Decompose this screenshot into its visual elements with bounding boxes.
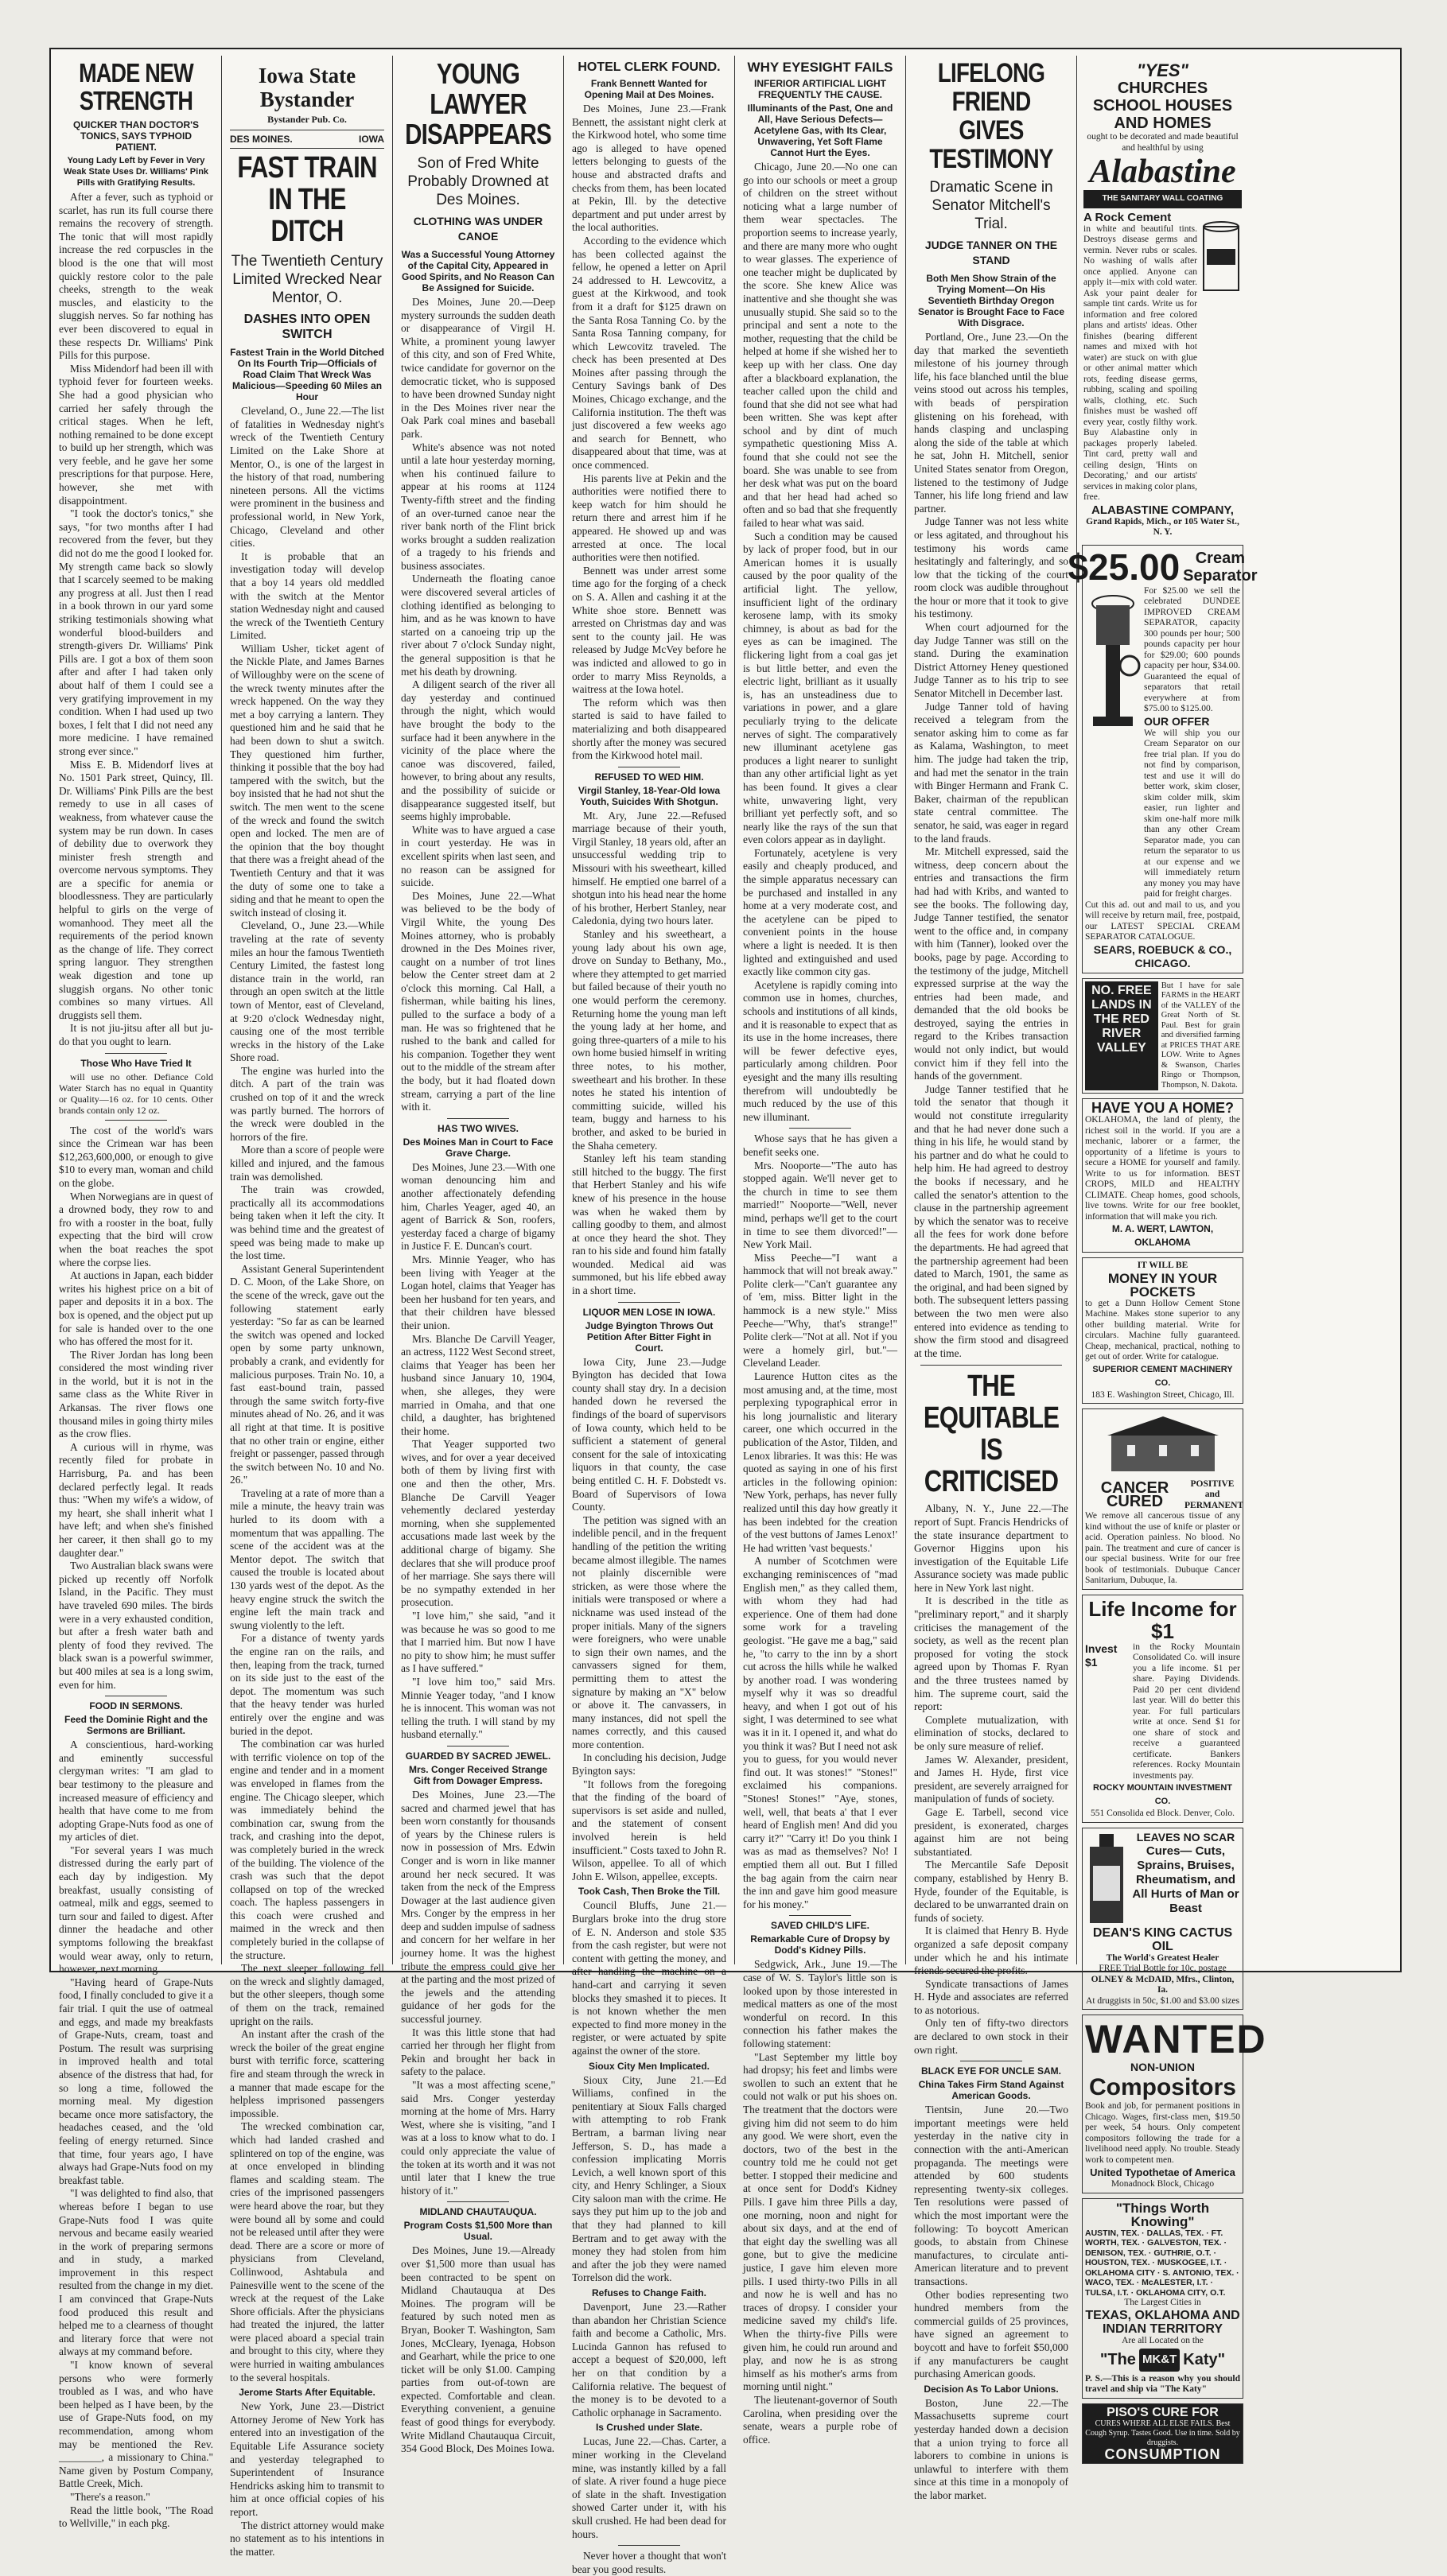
headline-refuses-faith: Refuses to Change Faith. — [591, 2287, 707, 2299]
paragraph: Mrs. Nooporte—"The auto has stopped again. We'll never get to the church in time to see them married!" Nooporte—"Well, never mind, perhaps we'll get to the court in time to see them divorced!"—New York Mail. — [743, 1159, 897, 1251]
paragraph: Stanley left his team standing still hitched to the buggy. The first that Herbert Stanley and his wife knew of his presence in the house was when he waked them by calling goodby to them, and almost at once they heard the shot. They ran to his side and found him fatally wounded. Medical aid was summoned, but his life ebbed away in a short time. — [572, 1152, 726, 1297]
deck: Son of Fred White Probably Drowned at Des Moines. — [407, 155, 549, 208]
paragraph: Miss Midendorf had been ill with typhoid fever for fourteen weeks. She had a good physician who carried her safely through the critical stages. When he left, nothing remained to be done except to build up her strength, which was very feeble, and he gave her some prescriptions for that purpose. Here, however, she met with disappointment. — [59, 362, 213, 507]
headline-young-lawyer: YOUNG LAWYER DISAPPEARS — [405, 57, 551, 150]
ad-line: AND HOMES — [1114, 115, 1212, 132]
subdeck: Program Costs $1,500 More than Usual. — [403, 2220, 553, 2243]
headline-lifelong-friend: LIFELONG FRIEND GIVES TESTIMONY — [929, 58, 1053, 174]
paragraph: Des Moines, June 20.—Deep mystery surrounds the sudden death or disappearance of Virgil H. White, a prominent young lawyer of this city, and son of Fred White, twice candidate for governor on the democratic ticket, who is supposed to have been drowned Sunday night in the Des Moines river near the Oak Park coal mines and baseball park. — [401, 296, 555, 440]
paragraph: "I love him too," said Mrs. Minnie Yeager today, "and I know he is innocent. This woman was not telling the truth. I will stand by my husband eternally." — [401, 1675, 555, 1741]
paragraph: The engine was hurled into the ditch. A part of the train was crushed on top of it and the wreck was partly burned. The horrors of the wreck were doubled in the horrors of the fire. — [230, 1064, 384, 1143]
ad-text-starch: will use no other. Defiance Cold Water Starch has no equal in Quantity or Quality—16 oz. for 10 cents. Other brands contain only 12 oz. — [59, 1070, 213, 1116]
paragraph: Whose says that he has given a benefit seeks one. — [743, 1133, 897, 1158]
ad-title: HAVE YOU A HOME? — [1091, 1100, 1234, 1117]
ad-body: For $25.00 we sell the celebrated DUNDEE IMPROVED CREAM SEPARATOR, capacity 300 pounds per hour; 500 pounds capacity per hour for $29.00; 600 pounds capacity per hour, $34.00. Guaranteed the equal of separators that retail everywhere at from $75.00 to $125.00. — [1144, 585, 1240, 714]
ad-body: to get a Dunn Hollow Cement Stone Machine. Makes stone superior to any other building material. Write for circulars. Machine fully guaranteed. Cheap, mechanical, practical, nothing to get out of order. Write for catalogue. — [1085, 1298, 1240, 1362]
ad-address: 183 E. Washington Street, Chicago, Ill. — [1091, 1389, 1235, 1400]
ad-tagline: THE SANITARY WALL COATING — [1083, 190, 1242, 208]
ad-title-starch: Those Who Have Tried It — [80, 1057, 192, 1069]
subdeck: Judge Byington Throws Out Petition After Bitter Fight in Court. — [585, 1319, 714, 1354]
ad-address: Monadnock Block, Chicago — [1111, 2179, 1215, 2189]
paragraph: "I know known of several persons who were formerly troubled as I was, and who have been helped as I have been, by the use of Grape-Nuts food, on my recommendation, among whom may be mentioned the Rev. ________, a missionary to China." Name given by Postum Company, Battle Creek, Mich. — [59, 2359, 213, 2490]
paragraph: The lieutenant-governor of South Carolina, when presiding over the senate, wears a purple robe of office. — [743, 2393, 897, 2446]
ad-company: M. A. WERT, LAWTON, OKLAHOMA — [1111, 1223, 1214, 1249]
subdeck: Frank Bennett Wanted for Opening Mail at Des Moines. — [584, 78, 714, 100]
paragraph: New York, June 23.—District Attorney Jerome of New York has entered into an investigation of the Equitable Life Assurance society and yesterday telegraphed to Superintendent of Insurance Hendricks asking him to transmit to him at once official copies of his report. — [230, 2400, 384, 2518]
mkt-logo-icon: MK&T — [1139, 2349, 1180, 2372]
ad-right: But I have for sale FARMS in the HEART of the VALLEY of the Great North of St. Paul. Best for grain and diversified farming at PRICES THAT ARE LOW. Write to Agnes & Swanson, Charles Ringo or Thompson, Thompson, N. Dakota. — [1161, 981, 1240, 1090]
deck: QUICKER THAN DOCTOR'S TONICS, SAYS TYPHOID PATIENT. — [73, 119, 199, 153]
ad-pisos-cure — [1082, 2403, 1243, 2464]
headline-labor-unions: Decision As To Labor Unions. — [924, 2383, 1059, 2395]
headline-refused-to-wed: REFUSED TO WED HIM. — [594, 771, 704, 783]
masthead-city: DES MOINES. — [230, 133, 293, 145]
ad-company: ALABASTINE COMPANY, — [1091, 503, 1234, 517]
ad-left: Invest $1 — [1085, 1642, 1118, 1669]
paragraph: The combination car was hurled with terrific violence on top of the engine and tender and in a moment was enveloped in flames from the engine. The Chicago sleeper, which was immediately behind the combination car, swung from the track, and crashing into the depot, was completely buried in the wreck of the building. The violence of the crash was such that the depot collapsed on top of the wrecked coach. The hapless passengers in this coach were crushed and maimed in the wreck and then completely buried in the collapse of the structure. — [230, 1738, 384, 1961]
ad-title: CANCER CURED — [1100, 1478, 1169, 1510]
column-4 — [564, 56, 735, 2575]
divider — [789, 1915, 851, 1916]
paragraph: Only ten of fifty-two directors are declared to own stock in their own right. — [914, 2017, 1068, 2056]
paragraph: "Having heard of Grape-Nuts food, I finally concluded to give it a fair trial. I quit the use of oatmeal and eggs, and made my breakfasts of Grape-Nuts, cream, toast and Postum. The result was surprising in improved health and total absence of the distress that had, for so long a time, followed the morning meal. My digestion became once more satisfactory, the headaches ceased, and the 'old feeling of energy returned. Since that time, four years ago, I have always had Grape-Nuts food on my breakfast table. — [59, 1976, 213, 2186]
headline-fast-train: FAST TRAIN IN THE DITCH — [237, 151, 377, 249]
ad-bottom: CONSUMPTION — [1104, 2446, 1221, 2462]
paragraph: Council Bluffs, June 21.—Burglars broke into the drug store of E. N. Anderson and stole $35 from the cash register, but were not content with getting the money, and after handling the machine on a hand-cart and carrying it seven blocks they smashed it to pieces. It is not known whether the men expected to find more money in the register, or were actuated by spite against the owner of the store. — [572, 1899, 726, 2057]
headline-equitable: Jerome Starts After Equitable. — [239, 2387, 375, 2399]
divider — [618, 1302, 680, 1303]
paragraph: Chicago, June 20.—No one can go into our schools or meet a group of children on the street without noticing what a large number of them wear spectacles. The proportion seems to increase yearly, and there are many more who ought to wear glasses. The experience of one teacher might be duplicated by the score. She knew Alice was inattentive and she thought she was unusually stupid. She said so to the principal and sent a note to the mother, requesting that the child be helped at home if she wished her to keep up with her class. One day after a blackboard explanation, the teacher called upon the child and found that she did not see what had been written. She was kept after school and by dint of much sympathetic questioning Miss A. found that she could not see the board. She was unable to see from her desk what was put on the board and that her head had ached so often and so bad that she frequently failed to hear what was said. — [743, 161, 897, 530]
paragraph: White's absence was not noted until a late hour yesterday morning, when his continued failure to appear at his rooms at 1124 Twenty-fifth street and the finding of an over-turned canoe near the river bank north of the Flint brick works brought a sudden realization of a tragedy to his friends and business associates. — [401, 441, 555, 572]
paragraph: Des Moines, June 23.—With one woman denouncing him and another affectionately defending him, Charles Yeager, aged 40, an agent of Barrick & Son, roofers, yesterday faced a charge of bigamy in Justice F. E. Duncan's court. — [401, 1160, 555, 1253]
ad-title: MONEY IN YOUR POCKETS — [1107, 1270, 1218, 1300]
ad-title: WANTED — [1085, 2017, 1267, 2062]
ad-body: OKLAHOMA, the land of plenty, the richest soil in the world. If you are a mechanic, laborer or a farmer, the opportunity of a lifetime is yours to secure a HOME for yourself and family. Write to us for information. BEST CROPS, MILD and HEALTHY CLIMATE. Cheap homes, good schools, live towns. Write for our free booklet, information that will make you rich. — [1085, 1115, 1240, 1222]
ad-right: POSITIVE and PERMANENT — [1184, 1478, 1244, 1510]
paragraph: "There's a reason." — [70, 2490, 150, 2503]
ad-body: Book and job, for permanent positions in Chicago. Wages, first-class men, $19.50 per week, 54 hours. Only competent compositors following the trade for a livelihood need apply. No trouble. Steady work to competent men. — [1085, 2101, 1240, 2165]
subdeck: Was a Successful Young Attorney of the Capital City, Appeared in Good Spirits, and No Reason Can Be Assigned for Suicide. — [401, 249, 555, 293]
ad-alabastine — [1082, 60, 1243, 540]
subdeck: Fastest Train in the World Ditched On Its Fourth Trip—Officials of Road Claim That Wreck Was Malicious—Speeding 60 Miles an Hour — [230, 347, 384, 403]
ad-left: NO. FREE LANDS IN THE RED RIVER VALLEY — [1085, 981, 1158, 1091]
paragraph: Cleveland, O., June 22.—The list of fatalities in Wednesday night's wreck of the Twentieth Century Limited on the Lake Shore at Mentor, O., is one of the largest in the history of that road, numbering nineteen persons. All the victims were prominent in the business and professional world, in New York, Chicago, Cleveland and other cities. — [230, 405, 384, 550]
paragraph: "It follows from the foregoing that the finding of the board of supervisors is set aside and nulled, and the statement of consent involved herein is held insufficient." Costs taxed to John R. Wilson, appellee. To all of which John E. Wilson, appellee, excepts. — [572, 1778, 726, 1882]
paragraph: The train was crowded, practically all its accommodations being taken when it left the city. It was behind time and the greatest of speed was being made to make up the lost time. — [230, 1183, 384, 1262]
ad-lead: A Rock Cement — [1083, 210, 1172, 224]
ad-cut: Cut this ad. out and mail to us, and you will receive by return mail, free, postpaid, our LATEST SPECIAL CREAM SEPARATOR CATALOGUE. — [1085, 899, 1240, 942]
paragraph: Other bodies representing two hundred members from the commercial guilds of 25 provinces, have signed an agreement to boycott and have to forfeit $50,000 if any manufacturers be caught purchasing American goods. — [914, 2288, 1068, 2380]
paragraph: That Yeager supported two wives, and for over a year deceived both of them by living first with one and then the other, Mrs. Blanche De Carvill Yeager vehemently declared yesterday morning, when she supplemented accusations made last week by the additional charge of bigamy. She declares that she will produce proof of her marriage. She says there will be no sympathy extended in her prosecution. — [401, 1438, 555, 1609]
headline-equitable-criticised: THE EQUITABLE IS CRITICISED — [923, 1370, 1060, 1499]
headline-saved-child: SAVED CHILD'S LIFE. — [771, 1920, 869, 1932]
paragraph: Miss Peeche—"I want a hammock that will not break away." Polite clerk—"Can't guarantee any of 'em, miss. Bitter light in the hammock is a new style." Miss Peeche—"Why, that's strange!" Polite clerk—"Not at all. Not if you were a homely girl, but."—Cleveland Leader. — [743, 1251, 897, 1370]
paragraph: It was this little stone that had carried her through her flight from Pekin and brought her back in safety to the palace. — [401, 2026, 555, 2078]
subdeck: Virgil Stanley, 18-Year-Old Iowa Youth, Suicides With Shotgun. — [578, 784, 721, 807]
column-1 — [51, 56, 222, 2530]
column-3 — [393, 56, 564, 2455]
paragraph: Judge Tanner was not less white or less agitated, and throughout his testimony his words came hesitatingly and falteringly, and so low that the ticking of the court room clock was audible throughout the hour or more that it took to give his testimony. — [914, 515, 1068, 620]
paragraph: It is probable that an investigation today will develop that a boy 14 years old meddled with the switch at the Mentor station Wednesday night and caused the wreck of the Twentieth Century Limited. — [230, 550, 384, 642]
paragraph: More than a score of people were killed and injured, and the famous train was demolished. — [230, 1144, 384, 1183]
paragraph: The Mercantile Safe Deposit company, established by Henry B. Hyde, founder of the Equitable, is declared to be unwarranted drain on funds of society. — [914, 1859, 1068, 1924]
paragraph: After a fever, such as typhoid or scarlet, has run its full course there remains the recovery of strength. The tonic that will most rapidly increase the red corpuscles in the blood is the one that will most quickly restore color to the pale cheeks, strength to the weak muscles, and elasticity to the sluggish nerves. So far nothing has ever been discovered to equal in these respects Dr. Williams' Pink Pills for this purpose. — [59, 191, 213, 362]
paragraph: Bennett was under arrest some time ago for the forging of a check on S. A. Allen and cashing it at the White shoe store. Bennett was arrested on Christmas day and was sent to the county jail. He was released by Judge McVey before he was indicted and allowed to go in order to marry Miss Reynolds, a waitress at the Iowa hotel. — [572, 564, 726, 696]
ad-tag: The World's Greatest Healer — [1106, 1952, 1219, 1963]
ad-brand: Alabastine — [1089, 153, 1236, 190]
ad-ps: P. S.—This is a reason why you should travel and ship via "The Katy" — [1085, 2373, 1240, 2395]
deck: The Twentieth Century Limited Wrecked Near Mentor, O. — [231, 253, 383, 307]
headline-liquor-men: LIQUOR MEN LOSE IN IOWA. — [582, 1306, 716, 1318]
paragraph: The wrecked combination car, which had landed crashed and splintered on top of the engine, was at once enveloped in blinding flames and scalding steam. The cries of the imprisoned passengers were heard above the roar, but they were bound all by some and could not be released until after they were dead. There are a score or more of physicians from Cleveland, Collinwood, Ashtabula and Painesville went to the scene of the wreck at the request of the Lake Shore officials. After the physicians had treated the injured, the latter were placed aboard a special train and brought to this city, where they were hurried in waiting ambulances to the several hospitals. — [230, 2120, 384, 2384]
ad-sub: NON-UNION — [1130, 2061, 1195, 2074]
ad-line: SCHOOL HOUSES — [1092, 97, 1233, 115]
ad-pre: IT WILL BE — [1137, 1261, 1188, 1271]
ad-cities: AUSTIN, TEX. · DALLAS, TEX. · FT. WORTH, TEX. · GALVESTON, TEX. · DENISON, TEX. · GUTHRIE, O.T. · HOUSTON, TEX. · MUSKOGEE, I.T. · OKLAHOMA CITY · S. ANTONIO, TEX. · WACO, TEX. · McALESTER, I.T. · TULSA, I.T. · OKLAHOMA CITY, O.T. — [1085, 2228, 1239, 2298]
paragraph: "I was delighted to find also, that whereas before I began to use Grape-Nuts food I was quite nervous and became easily wearied in the work of preparing sermons and in study, a marked improvement in this respect resulted from the change in my diet. I am convinced that Grape-Nuts food produced this result and helped me to a clearness of thought and literary force that were not always at my command before. — [59, 2187, 213, 2358]
masthead-title: Iowa State Bystander — [258, 64, 356, 111]
subdeck: Illuminants of the Past, One and All, Have Serious Defects—Acetylene Gas, with Its Clear, Unwavering, Yet Soft Flame Cannot Hurt the Eyes. — [747, 103, 893, 158]
paragraph: Cleveland, O., June 23.—While traveling at the rate of seventy miles an hour the famous Twentieth Century Limited, the fastest long distance train in the world, ran through an open switch at the little town of Mentor, east of Cleveland, at 9:20 o'clock Wednesday night, causing one of the most terrible wrecks in the history of the Lake Shore road. — [230, 919, 384, 1064]
ad-company: OLNEY & McDAID, Mfrs., Clinton, Ia. — [1091, 1974, 1235, 1995]
paragraph: "For several years I was much distressed during the early part of each day by indigestion. My breakfast, usually consisting of oatmeal, milk and eggs, seemed to turn sour and failed to digest. After dinner the headache and other symptoms following the breakfast would wear away, only to return, however, next morning. — [59, 1844, 213, 1976]
column-2 — [222, 56, 393, 2558]
paragraph: A conscientious, hard-working and eminently successful clergyman writes: "I am glad to bear testimony to the pleasure and increased measure of efficiency and health that have come to me from adopting Grape-Nuts food as one of my articles of diet. — [59, 1739, 213, 1844]
divider — [105, 1053, 167, 1054]
paragraph: Judge Tanner testified that he told the senator that though it would not constitute irregularity and that he had never done such a thing in his life, he would stand by his partner and do what he could to help him. He had agreed to destroy the books if necessary, and he called the senator's attention to the clause in the partnership agreement by which the senator was to receive all the fees for work done before the departments. He had agreed that the partnership agreement had been dated to March, 1901, the same as the original, and had been signed by both. The subsequent letters passing between the two men were also entered into evidence as tending to show the firm stood and disagreed at the time. — [914, 1082, 1068, 1359]
paragraph: Never hover a thought that won't bear you good results. — [572, 2550, 726, 2575]
ad-brand: DEAN'S KING CACTUS OIL — [1092, 1925, 1233, 1953]
masthead-dateline — [230, 130, 384, 150]
headline-midland-chautauqua: MIDLAND CHAUTAUQUA. — [419, 2206, 537, 2218]
paragraph: It is not jiu-jitsu after all but ju-do that you ought to learn. — [59, 1022, 213, 1047]
ad-body: in the Rocky Mountain Consolidated Co. will insure you a life income. $1 per share. Paying Dividends. Paid 20 per cent dividend last year. Will do better this year. For full particulars write at once. Send $1 for one share of stock and receive a guaranteed certificate. Bankers references. Rocky Mountain investments pay. — [1133, 1642, 1240, 1781]
paragraph: Assistant General Superintendent D. C. Moon, of the Lake Shore, on the scene of the wreck, gave out the following statement early yesterday: "So far as can be learned the switch was opened and locked open by some party unknown, probably a crank, and evidently for malicious purposes. Train No. 10, a fast east-bound train, passed through the same switch forty-five minutes ahead of No. 26, and it was all right at that time. It is positive that no other train or engine, either freight or passenger, passed through the switch between No. 10 and No. 26." — [230, 1262, 384, 1486]
paragraph: The River Jordan has long been considered the most winding river in the world, but it is not in the same class as the White River in Arkansas. The river flows one thousand miles in going thirty miles as the crow flies. — [59, 1348, 213, 1440]
paragraph: The petition was signed with an indelible pencil, and in the frequent handling of the petition the writing became almost illegible. The names not plainly discernible were stricken, as were those where the initials were transposed or where a nickname was used instead of the proper initials. Many of the signers were foreigners, who were unable to sign their own names, and the canvassers signed for them, permitting them to attest the signature by making an "X" below or above it. The canvassers, in many instances, did not spell the names correctly, and this caused more contention. — [572, 1513, 726, 1750]
ad-company: SEARS, ROEBUCK & CO., CHICAGO. — [1093, 942, 1232, 969]
paragraph: The next sleeper following fell on the wreck and slightly damaged, but the other sleepers, though some of them on the track, remained upright on the rails. — [230, 1962, 384, 2027]
paragraph: Syndicate transactions of James H. Hyde and associates are referred to as notorious. — [914, 1977, 1068, 2016]
paint-bucket-icon — [1200, 211, 1242, 298]
paragraph: Underneath the floating canoe were discovered several articles of clothing identified as belonging to him, and as he was known to have started on a canoeing trip up the river about 7 o'clock Sunday night, the general supposition is that he met his death by drowning. — [401, 573, 555, 678]
subdeck: Mrs. Conger Received Strange Gift from Dowager Empress. — [408, 1763, 548, 1786]
paragraph: Traveling at a rate of more than a mile a minute, the heavy train was hurled to its doom with a momentum that was appalling. The scene of the accident was at the Mentor depot. The switch that caused the trouble is located about 130 yards west of the depot. As the heavy engine struck the switch the engine left the main track and swung violently to the left. — [230, 1486, 384, 1631]
paragraph: Des Moines, June 19.—Already over $1,500 more than usual has been contracted to be spent on Midland Chautauqua at Des Moines. The program will be featured by such noted men as Bryan, Booker T. Washington, Sam Jones, McCleary, Iyenaga, Hobson and Gearhart, while the price to one ticket will be only $1.00. Camping parties from out-of-town are expected. Comfortable and clean. Everything convenient, a genuine feast of good things for everybody. Write Midland Chautauqua Circuit, 354 Good Block, Des Moines Iowa. — [401, 2244, 555, 2455]
paragraph: Gage E. Tarbell, second vice president, is exonerated, charges against him are not being substantiated. — [914, 1805, 1068, 1858]
paragraph: Complete mutualization, with elimination of stocks, declared to be only sure measure of relief. — [914, 1713, 1068, 1752]
paragraph: A number of Scotchmen were exchanging reminiscences of "mad English men," as they called them, with whom they had had experience. One of them had done some work for a traveling geologist. "He gave me a bag," said he, "to carry to the inn by a short cut across the hills while he walked by another road. I was wondering myself why it was so dreadful heavy, and when I got out of his sight, I was determined to see what was it in it. I opened it, and what do you think it was? But I need not ask you to guess, for you would never find out. It was stones!" "Stones!" exclaimed his companions. "Stones! Stones!" "Aye, stones, well, well, that beats a' that I ever heard of English men! And did you carry it?" "Carry it! Do you think I was as mad as themselves? No! I emptied them all out. But I filled the bag again from the cairn near the inn and gave him good measure for his money." — [743, 1555, 897, 1910]
ad-trial: FREE Trial Bottle for 10c. postage — [1099, 1964, 1227, 1974]
divider — [447, 2201, 509, 2202]
paragraph: "It was a most affecting scene," said Mrs. Conger yesterday morning at the home of Mrs. Harry West, where she is visiting, "and I was at a loss to know what to do. I could only appreciate the value of the token at its worth and it was not until later that I knew the true history of it." — [401, 2079, 555, 2197]
paragraph: For a distance of twenty yards the engine ran on the rails, and then, leaping from the track, turned on its side just to the east of the depot. The momentum was such that the heavy tender was hurled entirely over the engine and was buried in the depot. — [230, 1632, 384, 1737]
paragraph: The district attorney would make no statement as to his intentions in the matter. — [230, 2519, 384, 2558]
deck-caps: DASHES INTO OPEN SWITCH — [243, 313, 371, 342]
paragraph: Acetylene is rapidly coming into common use in homes, churches, schools and institutions of all kinds, and it is reasonable to expect that as its use in the home increases, there will be fewer defective eyes, particularly among children. Poor eyesight and the many ills resulting therefrom will undoubtedly be much reduced by the use of this new illuminant. — [743, 978, 897, 1123]
paragraph: Des Moines, June 23.—The sacred and charmed jewel that has been worn constantly for thousands of years by the Chinese rulers is now in possession of Mrs. Edwin Conger and is worn in like manner around her neck secured. It was taken from the neck of the Empress Dowager at the last audience given Mrs. Conger by the empress in her deep and sudden impulse of sadness and concern for her welfare in her journey home. It was the highest tribute the empress could give her at the parting and the most prized of the jewels and the attending guidance of her gods for the successful journey. — [401, 1788, 555, 2026]
paragraph: Read the little book, "The Road to Wellville," in each pkg. — [59, 2504, 213, 2530]
divider — [789, 1128, 851, 1129]
paragraph: Des Moines, June 22.—What was believed to be the body of Virgil White, the young Des Moines attorney, who is probably drowned in the Des Moines river, caught on a number of trot lines below the Center street dam at 2 o'clock this morning. Cal Hall, a fisherman, while baiting his lines, pulled to the surface a body of a man. He was so frightened that he rushed to the bank and called for his companion. Together they went out to the middle of the stream after the body, but it had floated down stream, carrying a part of the line with it. — [401, 889, 555, 1113]
paragraph: Mrs. Blanche De Carvill Yeager, an actress, 1122 West Second street, claims that Yeager has been her husband since January 10, 1904, when, she alleges, they were married in Omaha, and that one child, a daughter, has brightened their home. — [401, 1332, 555, 1437]
ad-price: $25.00 — [1068, 546, 1181, 588]
ad-money-pockets — [1082, 1257, 1243, 1404]
paragraph: An instant after the crash of the wreck the boiler of the great engine burst with terrific force, scattering fire and steam through the wreck in a manner that made escape for the helpless imprisoned passengers impossible. — [230, 2028, 384, 2119]
ad-list: Cures— Cuts, Sprains, Bruises, Rheumatism, and All Hurts of Man or Beast — [1132, 1844, 1239, 1915]
paragraph: At auctions in Japan, each bidder writes his highest price on a bit of paper and deposits it in a box. The box is opened, and the object put up for sale is handed over to the one who has offered the most for it. — [59, 1269, 213, 1348]
column-7-ads — [1068, 56, 1267, 2462]
sanitarium-building-icon — [1095, 1412, 1231, 1475]
paragraph: Portland, Ore., June 23.—On the day that marked the seventieth milestone of his journey through life, his face blanched until the blue veins stood out across his temples, with beads of perspiration glistening on his forehead, with hands clasping and unclasping along the side of the table at which he sat, John H. Mitchell, senior United States senator from Oregon, listened to the testimony of Judge Tanner, his life long friend and law partner. — [914, 331, 1068, 515]
paragraph: William Usher, ticket agent of the Nickle Plate, and James Barnes of Willoughby were on the scene of the wreck twenty minutes after the wreck happened. On the way they met a boy carrying a lantern. They questioned him and he said that he had been down to shut a switch. They questioned him further, thinking it possible that the boy had tampered with the switch, but the boy insisted that he had not shut the switch. The men went to the scene of the wreck and found the switch open and locked. The men are of the opinion that the boy thought that there was a freight ahead of the Twentieth Century and that it was the duty of some one to take a siding and that he meant to open the switch instead of closing it. — [230, 642, 384, 919]
ad-offer: OUR OFFER — [1144, 714, 1210, 728]
paragraph: It is described in the title as "preliminary report," and it sharply criticises the management of the society, as well as the recent plan proposed for voting the stock agreed upon by Thomas F. Ryan and the three trustees named by him. The supreme court, said the report: — [914, 1595, 1068, 1713]
ad-company: SUPERIOR CEMENT MACHINERY CO. — [1092, 1364, 1233, 1388]
ad-quote: "YES" — [1137, 60, 1188, 80]
ad-red-river — [1082, 978, 1243, 1094]
ad-body: We remove all cancerous tissue of any kind without the use of knife or plaster or acid. Operation painless. No blood. No pain. The treatment and cure of cancer is our special business. Write for our free book of testimonials. Dubuque Cancer Sanitarium, Dubuque, Ia. — [1085, 1511, 1240, 1586]
ad-company: United Typothetae of America — [1090, 2166, 1235, 2179]
ad-body: in white and beautiful tints. Destroys disease germs and vermin. Never rubs or scales. No washing of walls after once applied. Anyone can apply it—mix with cold water. Ask your paint dealer for sample tint cards. Write us for information and free colored plans and artists' ideas. Other finishes (bearing different names and mixed with hot water) are stuck on with glue or other animal matter which rots, feeding disease germs, rubbing, scaling and spoiling walls, clothing, etc. Such finishes must be washed off every year, costly filthy work. Buy Alabastine only in packages properly labeled. Tint card, pretty wall and ceiling design, 'Hints on Decorating,' and our artists' services in making color plans, free. — [1083, 223, 1197, 503]
deck: INFERIOR ARTIFICIAL LIGHT FREQUENTLY THE CAUSE. — [754, 78, 886, 100]
headline-took-cash: Took Cash, Then Broke the Till. — [578, 1886, 721, 1898]
deck-caps: CLOTHING WAS UNDER CANOE — [413, 215, 543, 243]
paragraph: According to the evidence which has been collected against the fellow, he opened a letter on April 24 addressed to H. Lewcovitz, a guest at the Kirkwood, and took from it a draft for $125 drawn on the Santa Rosa Tanning Co. by the Santa Rosa Tanning company, for which Lewcovitz traveled. The check has been presented at Des Moines after passing through the Century Savings bank of Des Moines, Chicago exchange, and the California institution. The theft was just discovered a few weeks ago and search for Bennett, who disappeared about that time, was at once commenced. — [572, 234, 726, 472]
masthead-publisher: Bystander Pub. Co. — [267, 114, 347, 125]
ad-line: The Largest Cities in — [1124, 2298, 1201, 2308]
paragraph: Sioux City, June 21.—Ed Williams, confined in the penitentiary at Sioux Falls charged with attempting to rob Frank Bertram, a barman living near Jefferson, S. D., has made a confession implicating Morris Levich, a well known sport of this city, and Henry Schlinger, a Sioux City saloon man with the crime. He says they put him up to the job and that they had planned to kill Bertram and to get away with the money they had stolen from him and after the job they were named Torrelson did the work. — [572, 2073, 726, 2284]
paragraph: Iowa City, June 23.—Judge Byington has decided that Iowa county shall stay dry. In a decision handed down he reversed the findings of the board of supervisors of Iowa county, which held to be sufficient a statement of general consent for the sale of intoxicating liquors in that county, the case being entitled C. H. F. Dobstedt vs. Board of Supervisors of Iowa County. — [572, 1355, 726, 1513]
divider — [447, 1118, 509, 1119]
column-6 — [906, 56, 1077, 2501]
ad-line: CHURCHES — [1117, 80, 1208, 97]
ad-title: Life Income for $1 — [1088, 1596, 1237, 1643]
paragraph: Fortunately, acetylene is very easily and cheaply produced, and the simple apparatus necessary can be purchased and installed in any home at a very moderate cost, and the acetylene can be piped to convenient points in the house where a light is needed. It is then lighted and extinguished and used exactly like common city gas. — [743, 846, 897, 978]
paragraph: "I love him," she said, "and it was because he was so good to me that I married him. But now I have no pity to show him; he must suffer as I have suffered." — [401, 1610, 555, 1675]
paragraph: When court adjourned for the day Judge Tanner was still on the stand. During the examination District Attorney Heney questioned Judge Tanner as to his trip to see Senator Mitchell in December last. — [914, 621, 1068, 700]
headline-black-eye: BLACK EYE FOR UNCLE SAM. — [920, 2065, 1061, 2077]
subdeck: Remarkable Cure of Dropsy by Dodd's Kidney Pills. — [750, 1933, 890, 1956]
oil-bottle-icon — [1085, 1831, 1128, 1926]
paragraph: In concluding his decision, Judge Byington says: — [572, 1751, 726, 1778]
headline-sacred-jewel: GUARDED BY SACRED JEWEL. — [405, 1750, 551, 1762]
ad-body: CURES WHERE ALL ELSE FAILS. Best Cough Syrup. Tastes Good. Use in time. Sold by druggists. — [1085, 2419, 1240, 2447]
paragraph: Davenport, June 23.—Rather than abandon her Christian Science faith and become a Catholic, Mrs. Lucinda Gannon has refused to accept a bequest of $20,000, left her on that condition by a California relative. The bequest of the money is to be devoted to a Catholic orphanage in Sacramento. — [572, 2301, 726, 2419]
paragraph: "Last September my little boy had dropsy; his feet and limbs were swollen to such an extent that he could not walk or put his shoes on. The treatment that the doctors were giving him did not seem to do him any good. We were short, even the doctors, two of the best in the country told me he could not get better. I stopped their medicine and at once sent for Dodd's Kidney Pills. I gave him three Pills a day, one morning, noon and night for about six days, and at the end of that eight day the swelling was all gone, but to give the medicine justice, I gave him eleven more pills. I used thirty-two Pills in all and now he is well and has no traces of dropsy. I consider your medicine saved my child's life. When the thirty-five Pills were given him, he could run around and play, and now he is as strong himself as his mother's arms from morning until night." — [743, 2050, 897, 2393]
subdeck: Young Lady Left by Fever in Very Weak State Uses Dr. Williams' Pink Pills with Gratifying Results. — [63, 156, 209, 188]
paragraph: The cost of the world's wars since the Crimean war has been $12,263,600,000, or enough to give $10 to every man, woman and child on the globe. — [59, 1124, 213, 1189]
headline-why-eyesight: WHY EYESIGHT FAILS — [747, 60, 893, 75]
ad-title: PISO'S CURE FOR — [1107, 2405, 1219, 2419]
ad-address: Grand Rapids, Mich., or 105 Water St., N. Y. — [1086, 516, 1239, 538]
ad-the: "The — [1099, 2350, 1136, 2368]
paragraph: Mr. Mitchell expressed, said the witness, deep concern about the entries and transactions the firm had had with Kribs, and wanted to see the books. The following day, Judge Tanner testified, the senator went to the office and, in company with him (Tanner), looked over the books, page by page. According to the testimony of the judge, Mitchell expressed surprise at the way the entries had been made, and demanded that the old books be destroyed, saying the entries in regard to the Kribes transaction would not only indict, but would convict him if they fell into the hands of the government. — [914, 845, 1068, 1082]
paragraph: Such a condition may be caused by lack of proper food, but in our American homes it is usually caused by the poor quality of the artificial light. The yellow, insufficient light of the ordinary kerosene lamp, with its smoky chimney, is about as bad for the eyes as can be imagined. The flickering light from a coal gas jet is but little better, and even the electric light, brilliant as it usually is, has an unsteadiness due to variations in power, and a glare peculiarly trying to the delicate nerves of sight. The comparatively new illuminant acetylene gas produces a light nearer to sunlight than any other artificial light as yet has been found. It gives a clear white, unwavering light, very brilliant yet perfectly soft, and so nearly like the rays of the sun that even colors appear as in daylight. — [743, 530, 897, 846]
divider — [618, 2545, 680, 2546]
paragraph: His parents live at Pekin and the authorities were notified there to keep watch for him should he return there and arrest him if he appeared. He showed up and was arrested at once. The local authorities were then notified. — [572, 472, 726, 564]
ad-address: 551 Consolida ed Block. Denver, Colo. — [1091, 1809, 1235, 1819]
headline-made-new-strength: MADE NEW STRENGTH — [79, 58, 193, 115]
headline-crushed: Is Crushed under Slate. — [595, 2422, 703, 2434]
subdeck: Feed the Dominie Right and the Sermons are Brilliant. — [64, 1714, 208, 1737]
cream-separator-icon — [1085, 586, 1141, 745]
ad-title2: Compositors — [1088, 2074, 1236, 2101]
divider — [105, 1120, 167, 1121]
paragraph: White was to have argued a case in court yesterday. He was in excellent spirits when last seen, and no reason can be assigned for suicide. — [401, 823, 555, 889]
paragraph: Des Moines, June 23.—Frank Bennett, the assistant night clerk at the Kirkwood hotel, who some time ago is alleged to have opened letters belonging to guests of the house and abstracted drafts and checks from them, has been located at Pekin, Ill. by the detective department and put under arrest by the local authorities. — [572, 103, 726, 234]
paragraph: Stanley and his sweetheart, a young lady about his own age, drove on Sunday to Bethany, Mo., where they attempted to get married but failed because of their youth no one would perform the ceremony. Returning home the young man left the young lady at her home, and going three-quarters of a mile to his own home busied himself in writing three notes, to his mother, sweetheart and his brother. In these notes he stated his intention of committing suicide, willed his team, buggy and harness to his brother, and asked to be buried in the Shaha cemetery. — [572, 928, 726, 1152]
paragraph: Mt. Ary, June 22.—Refused marriage because of their youth, Virgil Stanley, 18 years old, after an unsuccessful wedding trip to Missouri with his sweetheart, killed himself. He emptied one barrel of a shotgun into his head near the home of his brother, Herbert Stanley, near Caledonia, dying two hours later. — [572, 809, 726, 927]
ad-reach: Are all Located on the — [1122, 2335, 1204, 2345]
ad-offer-body: We will ship you our Cream Separator on our free trial plan. If you do not find by comparison, test and use it will do better work, skim closer, skim colder milk, skim easier, run lighter and skim one-half more milk than any other Cream Separator made, you can return the separator to us at our expense and we will immediately return any money you may have paid for freight charges. — [1144, 728, 1240, 899]
subdeck: China Takes Firm Stand Against American Goods. — [918, 2079, 1064, 2102]
ad-name: Cream Separator — [1183, 549, 1258, 585]
headline-two-wives: HAS TWO WIVES. — [438, 1122, 519, 1134]
paragraph: "I took the doctor's tonics," she says, "for two months after I had recovered from the fever, but they did not do me the good I looked for. My strength came back so slowly that I scarcely seemed to be making any progress at all. Just then I read in a book thrown in our yard some striking testimonials showing what wonderful blood-builders and strength-givers Dr. Williams' Pink Pills are. I got a box of them soon after and after I had taken only about half of them I could see a very gratifying improvement in my condition. When I had used up two boxes, I felt that I did not need any more medicine. I have remained strong ever since." — [59, 507, 213, 757]
ad-small: ought to be decorated and made beautiful and healthful by using — [1087, 132, 1239, 153]
deck-caps: JUDGE TANNER ON THE STAND — [924, 239, 1058, 266]
paragraph: Boston, June 22.—The Massachusetts supreme court yesterday handed down a decision that a union trying to force all laborers to combine in unions is unlawful to interfere with them since at this time in a monopoly of the labor market. — [914, 2396, 1068, 2501]
column-5 — [735, 56, 906, 2446]
paragraph: Judge Tanner told of having received a telegram from the senator asking him to come as far as Kalama, Washington, to meet him. The judge had taken the trip, and had met the senator in the train with Binger Hermann and Frank C. Baker, chairman of the republican state central committee. The senator, he said, was eager in regard to the land frauds. — [914, 700, 1068, 845]
paragraph: James W. Alexander, president, and James H. Hyde, first vice president, are severely arraigned for manipulation of funds of society. — [914, 1753, 1068, 1805]
subdeck: Des Moines Man in Court to Face Grave Charge. — [403, 1136, 554, 1159]
ad-have-home — [1082, 1098, 1243, 1253]
ad-katy: Katy" — [1183, 2350, 1226, 2368]
paragraph: Tientsin, June 20.—Two important meetings were held yesterday in the native city in connection with the anti-American propaganda. The meetings were attended by 600 students representing twenty-six colleges. Ten resolutions were passed of which the most important were the following: To boycott American goods, to abstain from Chinese manufactures, to circulate anti-American literature and to prevent transactions. — [914, 2104, 1068, 2287]
headline-food-in-sermons: FOOD IN SERMONS. — [89, 1700, 183, 1712]
masthead — [230, 64, 384, 149]
divider — [920, 1365, 1062, 1366]
ad-life-income — [1082, 1595, 1243, 1823]
paragraph: Two Australian black swans were picked up recently off Norfolk Island, in the Pacific. They must have traveled 690 miles. The birds were in a very exhausted condition, but after a fresh water bath and plenty of food they revived. The black swan is a powerful swimmer, but 400 miles at sea is a long swim, even for him. — [59, 1560, 213, 1691]
paragraph: The reform which was then started is said to have failed to materializing and both disappeared shortly after the money was secured from the Kirkwood hotel mail. — [572, 696, 726, 762]
ad-wanted — [1082, 2015, 1267, 2193]
paragraph: When Norwegians are in quest of a drowned body, they row to and fro with a rooster in the boat, fully expecting that the bird will crow when the boat reaches the spot where the corpse lies. — [59, 1190, 213, 1269]
paragraph: A curious will in rhyme, was recently filed for probate in Harrisburg, Pa. and has been declared perfectly legal. It reads thus: "When my wife's a widow, of my heart, she shall inherit what I have left; and when she's finished her career, it then shall go to my daughter dear." — [59, 1440, 213, 1559]
paragraph: Sedgwick, Ark., June 19.—The case of W. S. Taylor's little son is looked upon by those interested in medical matters as one of the most wonderful on record. In this connection his father makes the following statement: — [743, 1958, 897, 2050]
ad-druggists: At druggists in 50c, $1.00 and $3.00 sizes — [1086, 1995, 1239, 2006]
newspaper-page — [49, 48, 1402, 2575]
ad-top: LEAVES NO SCAR — [1136, 1830, 1235, 1844]
paragraph: Miss E. B. Midendorf lives at No. 1501 Park street, Quincy, Ill. Dr. Williams' Pink Pills are the best remedy to use in all cases of weakness, from whatever cause the system may be run down. In cases of debility due to overwork they minister fresh strength and overcome nervous symptoms. They are a specific for anemia or bloodlessness. They are particularly helpful to girls on the verge of womanhood. They meet all the requirements of the period known as the change of life. They correct spring languor. They strengthen weak digestion and tone up sluggish organs. No other tonic combines so many virtues. All druggists sell them. — [59, 758, 213, 1021]
ad-cancer-cured — [1082, 1408, 1243, 1590]
ad-region: TEXAS, OKLAHOMA AND INDIAN TERRITORY — [1085, 2308, 1240, 2336]
ad-title: "Things Worth Knowing" — [1115, 2200, 1210, 2229]
subdeck: Both Men Show Strain of the Trying Moment—On His Seventieth Birthday Oregon Senator is Brought Face to Face With Disgrace. — [917, 273, 1065, 328]
ad-company: ROCKY MOUNTAIN INVESTMENT CO. — [1093, 1783, 1232, 1807]
paragraph: Albany, N. Y., June 22.—The report of Supt. Francis Hendricks of the state insurance department to Governor Higgins upon his investigation of the Equitable Life Assurance society was made public here in New York last night. — [914, 1502, 1068, 1594]
ad-cream-separator — [1068, 545, 1258, 973]
paragraph: A diligent search of the river all day yesterday and continued through the night, which would have brought the body to the surface had it been anywhere in the vicinity of the place where the canoe was discovered, failed, however, to bring about any results, and the possibility of suicide or disappearance suggested itself, but seems highly improbable. — [401, 678, 555, 823]
paragraph: It is claimed that Henry B. Hyde organized a safe deposit company under which he and his intimate friends secured the profits. — [914, 1925, 1068, 1977]
masthead-state: IOWA — [359, 133, 384, 145]
headline-hotel-clerk: HOTEL CLERK FOUND. — [578, 60, 721, 74]
deck: Dramatic Scene in Senator Mitchell's Trial. — [929, 179, 1053, 232]
paragraph: Lucas, June 22.—Chas. Carter, a miner working in the Cleveland mine, was instantly killed by a fall of slate. A river found a huge piece of slate in the shaft. Investigation showed Carter under it, with his skull crushed. He had been dead for hours. — [572, 2435, 726, 2540]
ad-katy — [1082, 2198, 1243, 2399]
headline-sioux-city: Sioux City Men Implicated. — [588, 2060, 710, 2072]
paragraph: Mrs. Minnie Yeager, who has been living with Yeager at the Logan hotel, claims that Yeager has been her husband for ten years, and that their children have blessed their union. — [401, 1253, 555, 1331]
paragraph: Laurence Hutton cites as the most amusing and, at the time, most perplexing typographical error in his long journalistic and literary career, one which occurred in the publication of the Astor, Tilden, and Lenox libraries. It was this: He was quoted as saying in one of his first articles in the following opinion: 'New York, perhaps, has never fully realized until this day how greatly it has been indebted for the creation of the vest buttons of James Lenox!' He had written 'vast bequests.' — [743, 1370, 897, 1554]
ad-cactus-oil — [1082, 1828, 1243, 2011]
